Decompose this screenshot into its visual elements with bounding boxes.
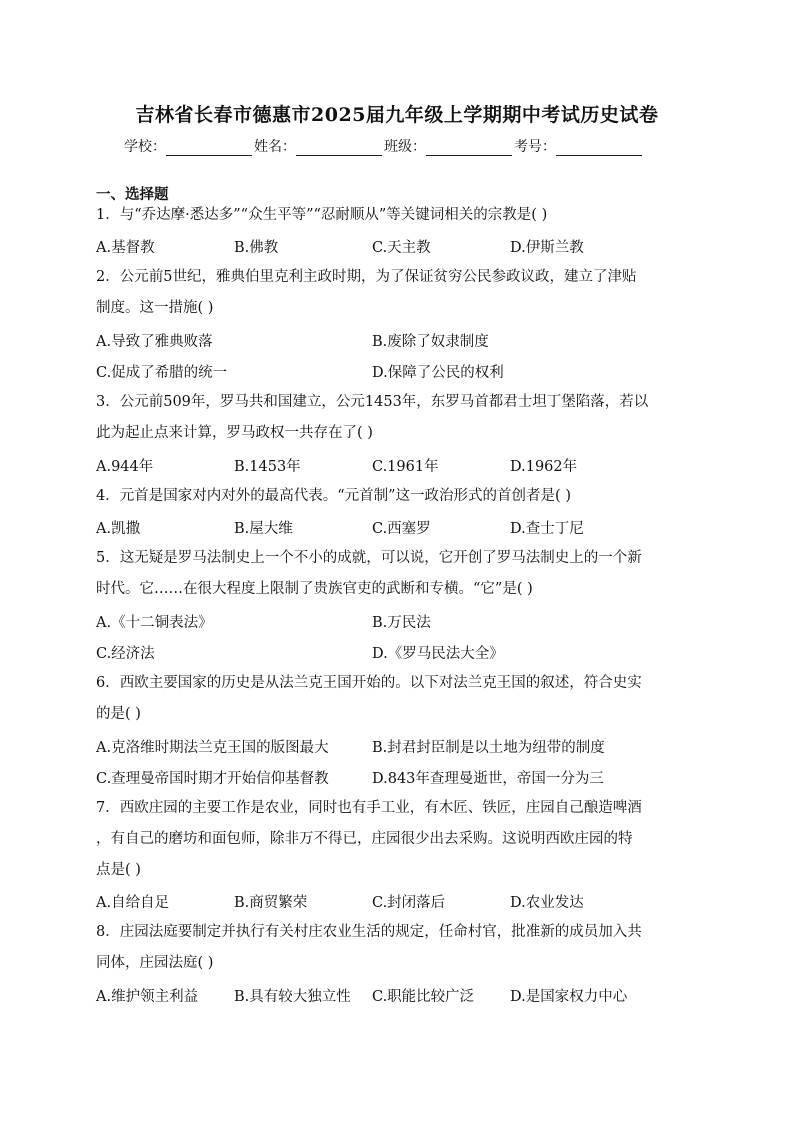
question-text-line: 制度。这一措施( ) (96, 300, 214, 316)
question-text-line: 此为起止点来计算，罗马政权一共存在了( ) (96, 425, 373, 441)
student-info-row (124, 136, 644, 156)
option-a[interactable]: A.导致了雅典败落 (96, 334, 213, 350)
option-a[interactable]: A.自给自足 (96, 895, 170, 911)
option-d[interactable]: D.843年查理曼逝世，帝国一分为三 (372, 771, 604, 787)
question-text-line: 1．与“乔达摩·悉达多”“众生平等”“忍耐顺从”等关键词相关的宗教是( ) (96, 207, 548, 223)
school-label: 学校： (124, 139, 166, 155)
option-c[interactable]: C.西塞罗 (372, 521, 431, 537)
class-field[interactable] (426, 141, 512, 156)
option-d[interactable]: D.伊斯兰教 (510, 240, 584, 256)
option-d[interactable]: D.保障了公民的权利 (372, 365, 504, 381)
question-1 (96, 200, 706, 231)
question-text-line: 3．公元前509年，罗马共和国建立，公元1453年，东罗马首都君士坦丁堡陷落，若以 (96, 394, 649, 410)
question-7 (96, 793, 706, 886)
section-title: 一、选择题 (96, 186, 169, 203)
exam-number-label: 考号： (514, 139, 556, 155)
option-c[interactable]: C.查理曼帝国时期才开始信仰基督教 (96, 771, 329, 787)
option-b[interactable]: B.屋大维 (234, 521, 293, 537)
question-text-line: 2．公元前5世纪，雅典伯里克利主政时期，为了保证贫穷公民参政议政，建立了津贴 (96, 269, 637, 285)
option-b[interactable]: B.商贸繁荣 (234, 895, 308, 911)
option-b[interactable]: B.具有较大独立性 (234, 989, 351, 1005)
option-b[interactable]: B.佛教 (234, 240, 279, 256)
question-4 (96, 481, 706, 512)
question-text-line: 6．西欧主要国家的历史是从法兰克王国开始的。以下对法兰克王国的叙述，符合史实 (96, 675, 642, 691)
option-d[interactable]: D.农业发达 (510, 895, 584, 911)
option-a[interactable]: A.《十二铜表法》 (96, 615, 213, 631)
question-text-line: 同体，庄园法庭( ) (96, 955, 214, 971)
option-d[interactable]: D.1962年 (510, 459, 578, 475)
option-a[interactable]: A.944年 (96, 459, 154, 475)
option-c[interactable]: C.天主教 (372, 240, 431, 256)
page-title: 吉林省长春市德惠市2025届九年级上学期期中考试历史试卷 (135, 104, 659, 126)
class-label: 班级： (384, 139, 426, 155)
question-text-line: 4．元首是国家对内对外的最高代表。“元首制”这一政治形式的首创者是( ) (96, 488, 571, 504)
question-text-line: ，有自己的磨坊和面包师，除非万不得已，庄园很少出去采购。这说明西欧庄园的特 (96, 831, 633, 847)
question-text-line: 8．庄园法庭要制定并执行有关村庄农业生活的规定，任命村官，批准新的成员加入共 (96, 924, 642, 940)
name-label: 姓名： (254, 139, 296, 155)
question-5 (96, 543, 706, 605)
question-6 (96, 668, 706, 730)
question-text-line: 7．西欧庄园的主要工作是农业，同时也有手工业，有木匠、铁匠，庄园自己酿造啤酒 (96, 800, 642, 816)
option-d[interactable]: D.是国家权力中心 (510, 989, 628, 1005)
option-d[interactable]: D.《罗马民法大全》 (372, 646, 504, 662)
option-d[interactable]: D.查士丁尼 (510, 521, 584, 537)
school-field[interactable] (166, 141, 252, 156)
option-b[interactable]: B.万民法 (372, 615, 431, 631)
option-a[interactable]: A.凯撒 (96, 521, 141, 537)
option-a[interactable]: A.基督教 (96, 240, 155, 256)
option-b[interactable]: B.1453年 (234, 459, 301, 475)
question-2 (96, 262, 706, 324)
name-field[interactable] (296, 141, 382, 156)
option-b[interactable]: B.封君封臣制是以土地为纽带的制度 (372, 740, 605, 756)
option-c[interactable]: C.经济法 (96, 646, 155, 662)
question-8 (96, 917, 706, 979)
option-c[interactable]: C.1961年 (372, 459, 439, 475)
exam-number-field[interactable] (556, 141, 642, 156)
question-text-line: 5．这无疑是罗马法制史上一个不小的成就，可以说，它开创了罗马法制史上的一个新 (96, 550, 642, 566)
question-text-line: 点是( ) (96, 862, 141, 878)
option-c[interactable]: C.促成了希腊的统一 (96, 365, 228, 381)
question-text-line: 的是( ) (96, 706, 141, 722)
option-c[interactable]: C.职能比较广泛 (372, 989, 475, 1005)
option-a[interactable]: A.克洛维时期法兰克王国的版图最大 (96, 740, 329, 756)
option-c[interactable]: C.封闭落后 (372, 895, 446, 911)
option-b[interactable]: B.废除了奴隶制度 (372, 334, 489, 350)
question-text-line: 时代。它……在很大程度上限制了贵族官吏的武断和专横。“它”是( ) (96, 581, 533, 597)
question-3 (96, 387, 706, 449)
option-a[interactable]: A.维护领主利益 (96, 989, 199, 1005)
